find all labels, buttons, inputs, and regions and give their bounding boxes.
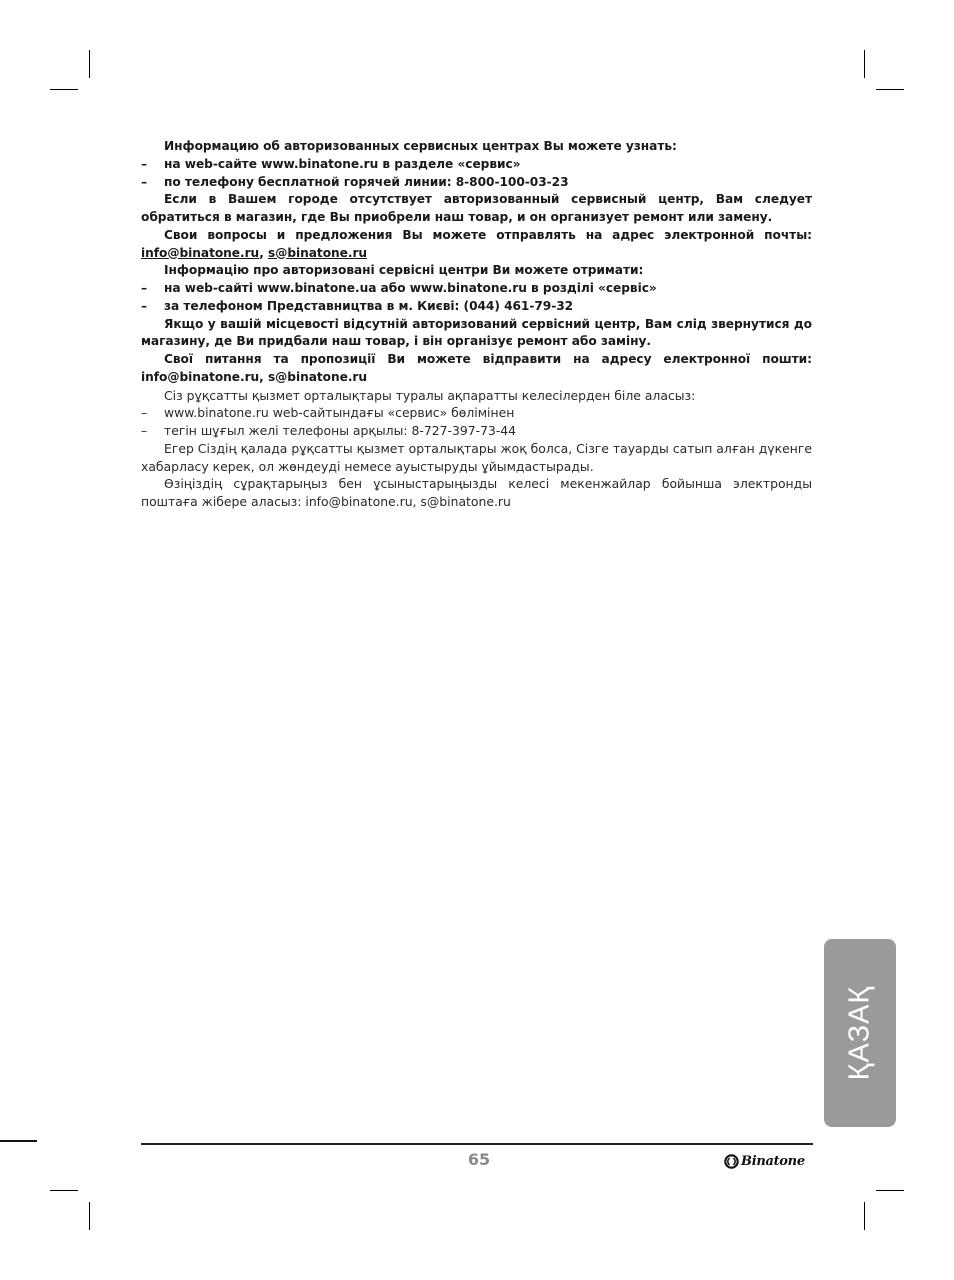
ua-contact: Свої питання та пропозиції Ви можете відправити на адресу електронної пошти: info@binatone.ru, s@binatone.ru [141, 352, 812, 384]
crop-mark [89, 50, 90, 78]
ua-list-item: – за телефоном Представництва в м. Києві: (044) 461-79-32 [141, 298, 574, 313]
kz-intro: Сіз рұқсатты қызмет орталықтары туралы ақпаратты келесілерден біле аласыз: [164, 387, 696, 403]
language-tab-label: ҚАЗАҚ [843, 985, 876, 1081]
brand-name: Binatone [741, 1153, 805, 1169]
crop-mark [864, 50, 865, 78]
kz-no-center: Егер Сіздің қалада рұқсатты қызмет орталықтары жоқ болса, Сізге тауарды сатып алған дүкенге хабарласу керек, ол жөндеуді немесе ауыстыруды ұйымдастырады. [141, 440, 812, 474]
ru-list-item: – на web-сайте www.binatone.ru в разделе «сервис» [141, 156, 521, 171]
kz-list-item: – тегін шұғыл желі телефоны арқылы: 8-727-397-73-44 [141, 423, 517, 438]
ru-no-center: Если в Вашем городе отсутствует авторизованный сервисный центр, Вам следует обратиться в магазин, где Вы приобрели наш товар, и он организует ремонт или замену. [141, 192, 812, 224]
language-tab [824, 939, 896, 1127]
crop-mark [50, 89, 78, 90]
kz-contact: Өзіңіздің сұрақтарыңыз бен ұсыныстарыңызды келесі мекенжайлар бойынша электронды поштаға жібере аласыз: info@binatone.ru, s@binatone.ru [141, 476, 812, 509]
ua-intro: Інформацію про авторизовані сервісні центри Ви можете отримати: [164, 263, 644, 278]
ru-contact: Свои вопросы и предложения Вы можете отправлять на адрес электронной почты: info@binatone.ru, s@binatone.ru [141, 227, 812, 260]
ru-intro: Информацию об авторизованных сервисных центрах Вы можете узнать: [164, 139, 677, 153]
ua-no-center: Якщо у вашій місцевості відсутній авторизований сервісний центр, Вам слід звернутися до магазину, де Ви придбали наш товар, і він організує ремонт або заміну. [141, 316, 812, 349]
brand-logo [724, 1151, 814, 1171]
page-number: 65 [467, 1150, 491, 1169]
ru-list-item: – по телефону бесплатной горячей линии: 8-800-100-03-23 [141, 174, 569, 189]
crop-mark [50, 1190, 78, 1191]
crop-mark [89, 1202, 90, 1230]
kz-list-item: – www.binatone.ru web-сайтындағы «сервис» бөлімінен [141, 405, 515, 421]
crop-mark [876, 1190, 904, 1191]
crop-mark [876, 89, 904, 90]
margin-bar [0, 1140, 37, 1142]
binatone-logo-icon [724, 1154, 739, 1169]
footer-divider [141, 1143, 813, 1145]
service-info-text [141, 138, 812, 511]
crop-mark [864, 1202, 865, 1230]
email-link[interactable]: info@binatone.ru [141, 245, 260, 260]
email-link[interactable]: s@binatone.ru [267, 245, 368, 260]
ua-list-item: – на web-сайті www.binatone.ua або www.binatone.ru в розділі «сервіс» [141, 281, 657, 295]
